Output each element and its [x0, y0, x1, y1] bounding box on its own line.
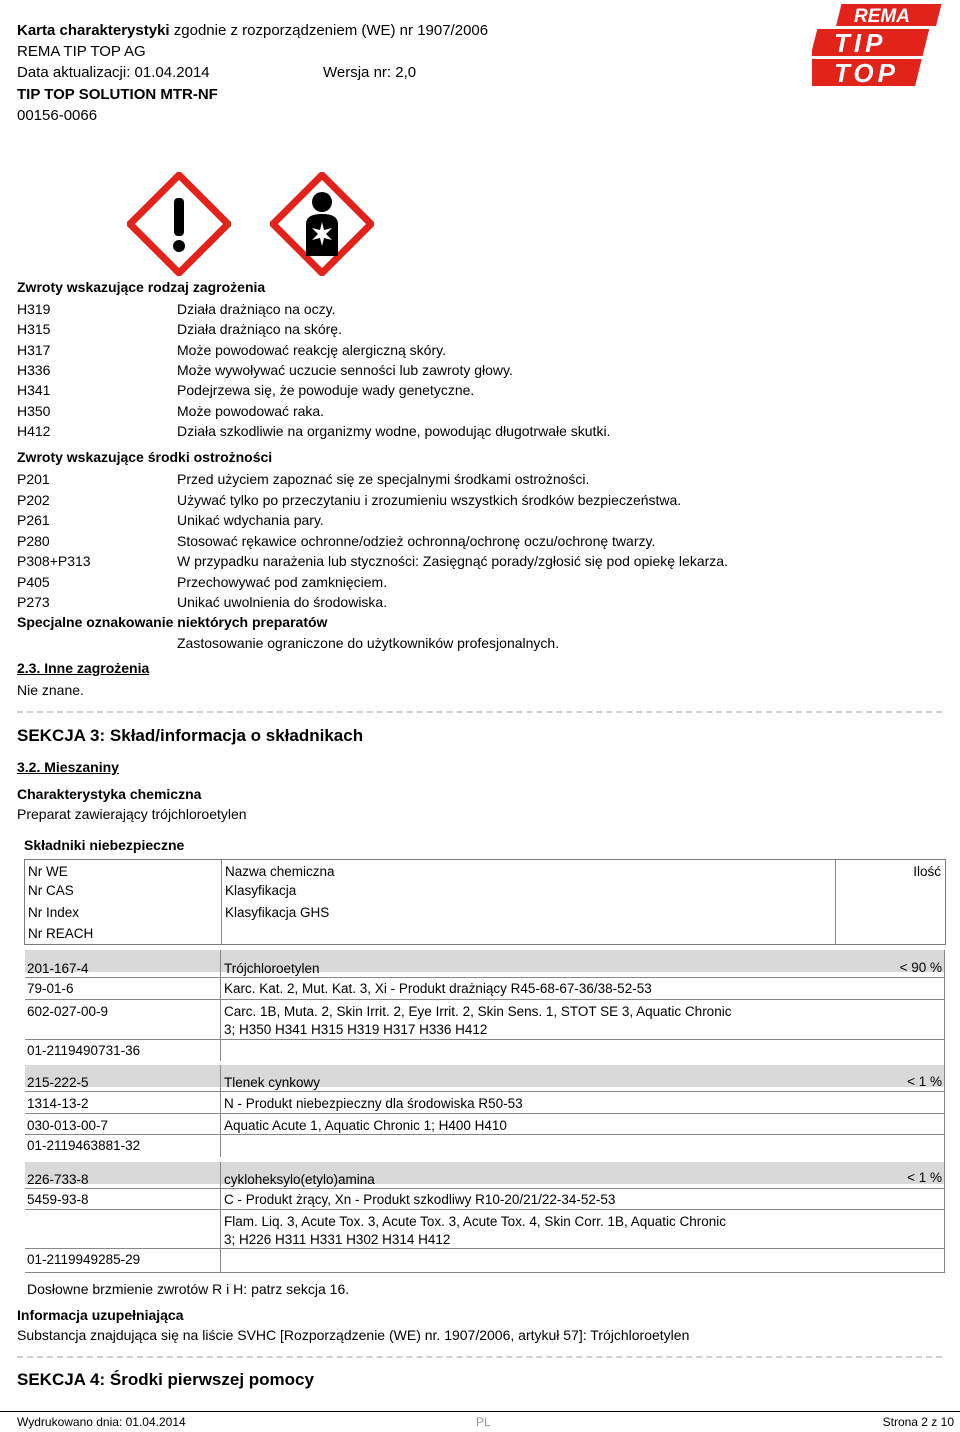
hazardous-components-table: [24, 859, 946, 1274]
row2-ghs-line1: Aquatic Acute 1, Aquatic Chronic 1; H400 H410: [224, 1118, 507, 1133]
hazard-statement-text: Działa drażniąco na skórę.: [177, 321, 342, 338]
precautionary-statement-code: P308+P313: [17, 553, 91, 569]
svg-text:TIP: TIP: [834, 28, 887, 58]
document-type-line: [17, 22, 488, 39]
header-reach-number: Nr REACH: [28, 926, 94, 941]
mixtures-subtitle: 3.2. Mieszaniny: [17, 759, 119, 775]
row2-ec-number: 215-222-5: [27, 1075, 89, 1090]
header-index-number: Nr Index: [28, 905, 80, 920]
special-labelling-text: Zastosowanie ograniczone do użytkowników profesjonalnych.: [177, 635, 560, 651]
precautionary-statement-text: Unikać wdychania pary.: [177, 512, 324, 528]
hazard-statement-code: H341: [17, 382, 51, 399]
header-amount: Ilość: [913, 864, 941, 879]
chemical-characteristics-text: Preparat zawierający trójchloroetylen: [17, 806, 247, 822]
row3-ec-number: 226-733-8: [27, 1172, 89, 1187]
other-hazards-text: Nie znane.: [17, 682, 84, 698]
precautionary-statement-text: Stosować rękawice ochronne/odzież ochronną/ochronę oczu/ochronę twarzy.: [177, 532, 656, 549]
row3-classification: C - Produkt żrący, Xn - Produkt szkodliwy R10-20/21/22-34-52-53: [224, 1192, 616, 1207]
row1-cas-number: 79-01-6: [27, 981, 74, 996]
hazard-statement-text: Może wywoływać uczucie senności lub zawroty głowy.: [177, 361, 513, 378]
section-4-title: SEKCJA 4: Środki pierwszej pomocy: [17, 1370, 314, 1389]
header-chemical-name: Nazwa chemiczna: [225, 864, 335, 879]
precautionary-statement-code: P261: [17, 512, 50, 528]
version-number: Wersja nr: 2,0: [323, 64, 417, 81]
product-name: TIP TOP SOLUTION MTR-NF: [17, 86, 218, 103]
row3-ghs-line2: 3; H226 H311 H331 H302 H314 H412: [224, 1232, 451, 1247]
precautionary-statements-title: Zwroty wskazujące środki ostrożności: [17, 449, 273, 465]
precautionary-statement-code: P201: [17, 471, 50, 487]
precautionary-statement-code: P280: [17, 532, 50, 549]
row1-reach-number: 01-2119490731-36: [27, 1043, 141, 1058]
hazard-statement-text: Działa drażniąco na oczy.: [177, 301, 336, 317]
hazard-statement-code: H412: [17, 422, 51, 439]
row2-amount: < 1 %: [907, 1074, 942, 1089]
hazard-statement-text: Podejrzewa się, że powoduje wady genetyczne.: [177, 382, 475, 399]
precautionary-statement-text: Unikać uwolnienia do środowiska.: [177, 594, 388, 610]
chemical-characteristics-title: Charakterystyka chemiczna: [17, 786, 202, 802]
exclamation-mark-hazard-icon: [127, 172, 231, 276]
row2-classification: N - Produkt niebezpieczny dla środowiska R50-53: [224, 1096, 523, 1111]
row1-ghs-line1: Carc. 1B, Muta. 2, Skin Irrit. 2, Eye Irrit. 2, Skin Sens. 1, STOT SE 3, Aquatic Chronic: [224, 1004, 732, 1019]
precautionary-statement-code: P202: [17, 491, 50, 508]
precautionary-statement-text: W przypadku narażenia lub styczności: Zasięgnąć porady/zgłosić się pod opiekę lekarza.: [177, 553, 728, 569]
print-date: Wydrukowano dnia: 01.04.2014: [17, 1415, 186, 1429]
row3-ghs-line1: Flam. Liq. 3, Acute Tox. 3, Acute Tox. 3, Acute Tox. 4, Skin Corr. 1B, Aquatic Chronic: [224, 1214, 727, 1229]
hazard-statement-code: H317: [17, 341, 51, 358]
row1-ghs-line2: 3; H350 H341 H315 H319 H317 H336 H412: [224, 1022, 488, 1037]
row3-amount: < 1 %: [907, 1170, 942, 1185]
hazard-statement-text: Działa szkodliwie na organizmy wodne, powodując długotrwałe skutki.: [177, 422, 611, 439]
row1-index-number: 602-027-00-9: [27, 1004, 109, 1019]
row3-reach-number: 01-2119949285-29: [27, 1252, 141, 1267]
row1-ec-number: 201-167-4: [27, 961, 89, 976]
header-cas-number: Nr CAS: [28, 883, 74, 898]
additional-info-title: Informacja uzupełniająca: [17, 1307, 184, 1323]
r-h-phrases-note: Dosłowne brzmienie zwrotów R i H: patrz sekcja 16.: [27, 1281, 350, 1297]
section-divider: [17, 1356, 942, 1358]
hazard-statement-code: H319: [17, 301, 51, 317]
health-hazard-icon: [270, 172, 374, 276]
document-type: Karta charakterystyki: [17, 22, 170, 39]
hazard-statements-title: Zwroty wskazujące rodzaj zagrożenia: [17, 279, 266, 295]
hazard-statement-text: Może powodować raka.: [177, 402, 325, 419]
section-divider: [17, 711, 942, 713]
row2-chemical-name: Tlenek cynkowy: [224, 1075, 321, 1090]
row2-index-number: 030-013-00-7: [27, 1118, 109, 1133]
other-hazards-title: 2.3. Inne zagrożenia: [17, 660, 150, 676]
header-classification: Klasyfikacja: [225, 883, 297, 898]
precautionary-statement-code: P273: [17, 594, 50, 610]
row2-reach-number: 01-2119463881-32: [27, 1138, 141, 1153]
section-3-title: SEKCJA 3: Skład/informacja o składnikach: [17, 726, 364, 745]
precautionary-statement-text: Przed użyciem zapoznać się ze specjalnymi środkami ostrożności.: [177, 471, 590, 487]
special-labelling-title: Specjalne oznakowanie niektórych preparatów: [17, 614, 328, 630]
rema-tip-top-logo: [812, 2, 948, 88]
precautionary-statement-code: P405: [17, 573, 50, 590]
header-ec-number: Nr WE: [28, 864, 68, 879]
row3-chemical-name: cykloheksylo(etylo)amina: [224, 1172, 375, 1187]
additional-info-text: Substancja znajdująca się na liście SVHC [Rozporządzenie (WE) nr. 1907/2006, artykuł 57]: Trójchloroetylen: [17, 1327, 690, 1343]
hazardous-components-title: Składniki niebezpieczne: [24, 837, 185, 853]
regulation-reference: zgodnie z rozporządzeniem (WE) nr 1907/2006: [169, 22, 489, 39]
table-header: [24, 859, 946, 945]
product-code: 00156-0066: [17, 107, 98, 124]
row1-amount: < 90 %: [899, 960, 942, 975]
row1-classification: Karc. Kat. 2, Mut. Kat. 3, Xi - Produkt drażniący R45-68-67-36/38-52-53: [224, 981, 652, 996]
hazard-statement-code: H315: [17, 321, 51, 338]
row2-cas-number: 1314-13-2: [27, 1096, 89, 1111]
company-name: REMA TIP TOP AG: [17, 43, 146, 60]
precautionary-statement-text: Używać tylko po przeczytaniu i zrozumieniu wszystkich środków bezpieczeństwa.: [177, 491, 682, 508]
update-date: Data aktualizacji: 01.04.2014: [17, 64, 210, 81]
language-code: PL: [476, 1415, 491, 1429]
page-number: Strona 2 z 10: [882, 1415, 954, 1429]
hazard-statement-text: Może powodować reakcję alergiczną skóry.: [177, 341, 446, 358]
row1-chemical-name: Trójchloroetylen: [224, 961, 320, 976]
svg-text:TOP: TOP: [834, 58, 899, 88]
hazard-statement-code: H336: [17, 361, 51, 378]
precautionary-statement-text: Przechowywać pod zamknięciem.: [177, 573, 388, 590]
svg-text:REMA: REMA: [854, 6, 910, 27]
row3-cas-number: 5459-93-8: [27, 1192, 89, 1207]
hazard-statement-code: H350: [17, 402, 51, 419]
footer-divider: [0, 1411, 960, 1412]
header-ghs-classification: Klasyfikacja GHS: [225, 905, 330, 920]
